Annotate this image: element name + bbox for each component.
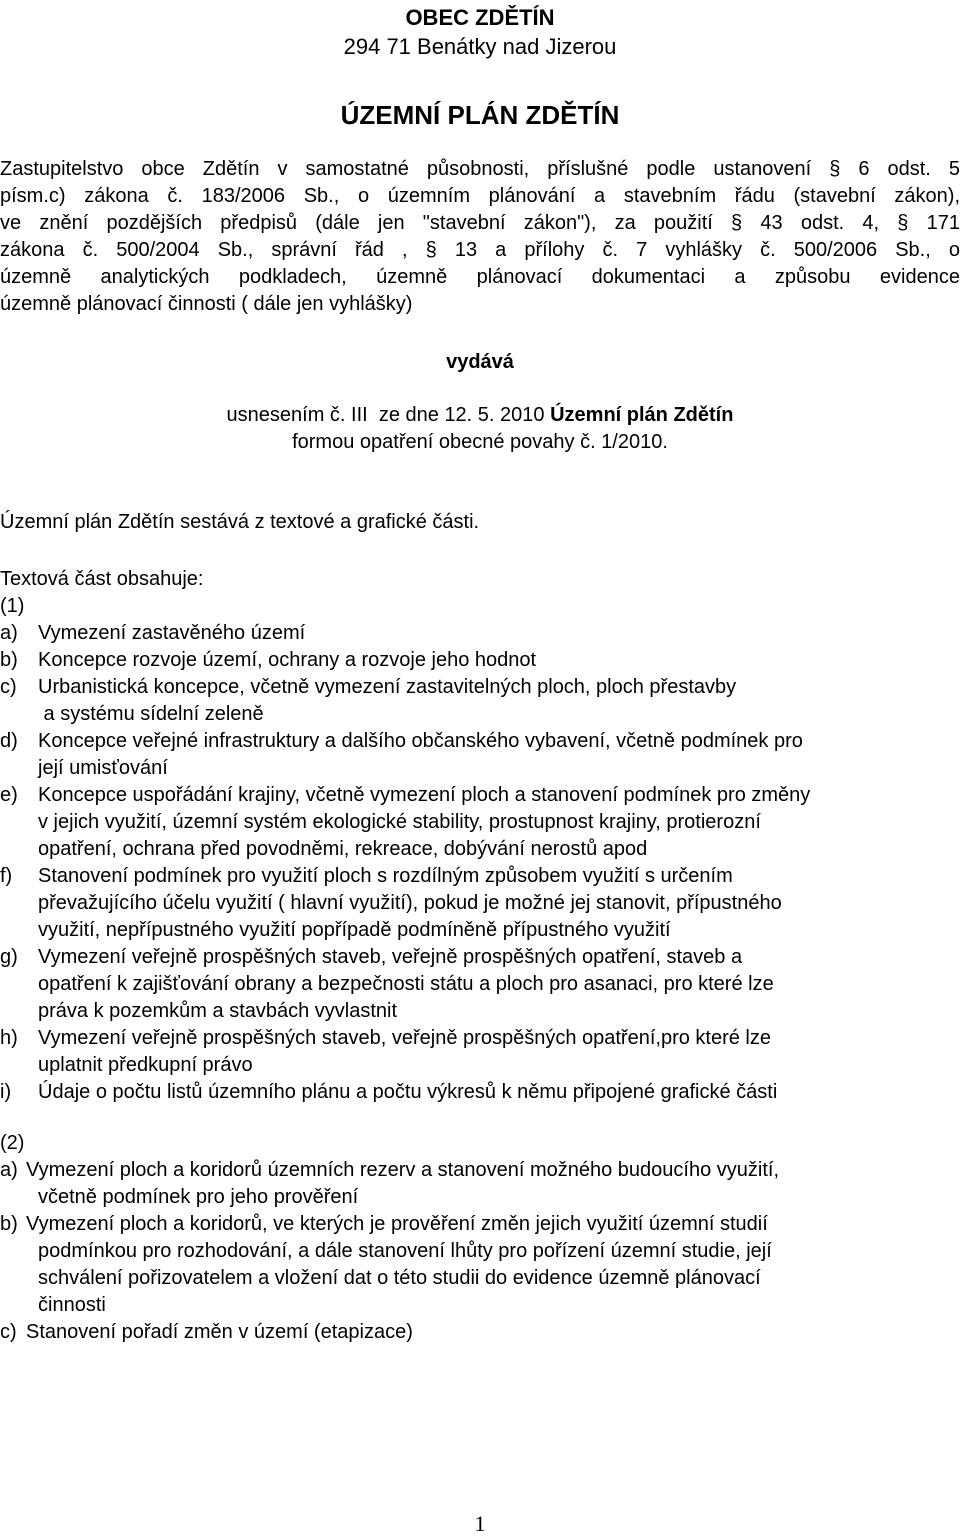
resolution-form: formou opatření obecné povahy č. 1/2010. <box>292 431 668 453</box>
list-item-text: podmínkou pro rozhodování, a dále stanovení lhůty pro pořízení územní studie, její <box>38 1240 772 1262</box>
list-item-text: převažujícího účelu využití ( hlavní využití), pokud je možné jej stanovit, přípustného <box>38 892 782 914</box>
preamble-line: Zastupitelstvo obce Zdětín v samostatné působnosti, příslušné podle ustanovení § 6 odst. 5 <box>0 158 960 180</box>
list-item-label: h) <box>0 1027 18 1049</box>
resolution-prefix: usnesením č. III ze dne 12. 5. 2010 <box>226 404 551 426</box>
list-item-text: práva k pozemkům a stavbách vyvlastnit <box>38 1000 398 1022</box>
list-item-label: i) <box>0 1081 12 1103</box>
preamble-line: písm.c) zákona č. 183/2006 Sb., o územním plánování a stavebním řádu (stavební zákon), <box>0 185 960 207</box>
list-item-text: Koncepce veřejné infrastruktury a dalšího občanského vybavení, včetně podmínek pro <box>38 730 803 752</box>
list-item-text: schválení pořizovatelem a vložení dat o této studii do evidence územně plánovací <box>38 1267 761 1289</box>
list-item-text: činnosti <box>38 1294 106 1316</box>
list-item-label: c) <box>0 676 17 698</box>
list-item-label: b) <box>0 1213 18 1235</box>
preamble-line: územně analytických podkladech, územně plánovací dokumentaci a způsobu evidence <box>0 266 960 288</box>
list-item-text: Vymezení ploch a koridorů územních rezerv a stanovení možného budoucího využití, <box>26 1159 779 1181</box>
list-item-text: včetně podmínek pro jeho prověření <box>38 1186 359 1208</box>
municipality-address: 294 71 Benátky nad Jizerou <box>343 34 617 59</box>
list-item-text: Vymezení ploch a koridorů, ve kterých je prověření změn jejich využití územní studií <box>26 1213 768 1235</box>
list-item-label: e) <box>0 784 18 806</box>
list-item-text: a systému sídelní zeleně <box>38 703 264 725</box>
list-item-text: Koncepce uspořádání krajiny, včetně vymezení ploch a stanovení podmínek pro změny <box>38 784 811 806</box>
list-item-text: její umisťování <box>38 757 168 779</box>
list-item-label: d) <box>0 730 18 752</box>
list-item-text: Stanovení podmínek pro využití ploch s rozdílným způsobem využití s určením <box>38 865 733 887</box>
document-title: ÚZEMNÍ PLÁN ZDĚTÍN <box>340 100 620 130</box>
resolution-line <box>0 402 960 429</box>
list-item-text: Stanovení pořadí změn v území (etapizace) <box>26 1321 413 1343</box>
page-number: 1 <box>474 1511 486 1536</box>
list-item-text: Urbanistická koncepce, včetně vymezení zastavitelných ploch, ploch přestavby <box>38 676 737 698</box>
list-item-text: Koncepce rozvoje území, ochrany a rozvoje jeho hodnot <box>38 649 537 671</box>
preamble-line: zákona č. 500/2004 Sb., správní řád , § 13 a přílohy č. 7 vyhlášky č. 500/2006 Sb., o <box>0 239 960 261</box>
preamble-line: ve znění pozdějších předpisů (dále jen "stavební zákon"), za použití § 43 odst. 4, § 171 <box>0 212 960 234</box>
list-item-text: Vymezení veřejně prospěšných staveb, veřejně prospěšných opatření,pro které lze <box>38 1027 771 1049</box>
part2-label: (2) <box>0 1132 25 1154</box>
list-item-text: využití, nepřípustného využití popřípadě podmíněně přípustného využití <box>38 919 671 941</box>
list-item-text: opatření k zajišťování obrany a bezpečnosti státu a ploch pro asanaci, pro které lze <box>38 973 774 995</box>
plan-name: Územní plán Zdětín <box>550 404 734 426</box>
list-item-text: Vymezení veřejně prospěšných staveb, veřejně prospěšných opatření, staveb a <box>38 946 743 968</box>
composition-statement: Územní plán Zdětín sestává z textové a grafické části. <box>0 511 480 533</box>
list-item-text: opatření, ochrana před povodněmi, rekreace, dobývání nerostů apod <box>38 838 648 860</box>
preamble-line: územně plánovací činnosti ( dále jen vyhlášky) <box>0 293 413 315</box>
list-item-label: c) <box>0 1321 17 1343</box>
list-item-label: a) <box>0 1159 18 1181</box>
list-item-text: Údaje o počtu listů územního plánu a počtu výkresů k němu připojené grafické části <box>38 1081 778 1103</box>
list-item-label: g) <box>0 946 18 968</box>
municipality-name: OBEC ZDĚTÍN <box>405 5 555 30</box>
issues-verb: vydává <box>446 351 514 373</box>
list-item-text: Vymezení zastavěného území <box>38 622 306 644</box>
part1-label: (1) <box>0 595 25 617</box>
list-item-label: a) <box>0 622 18 644</box>
list-item-label: b) <box>0 649 18 671</box>
list-item-label: f) <box>0 865 13 887</box>
list-item-text: uplatnit předkupní právo <box>38 1054 253 1076</box>
list-item-text: v jejich využití, územní systém ekologické stability, prostupnost krajiny, protierozní <box>38 811 761 833</box>
text-part-heading: Textová část obsahuje: <box>0 568 204 590</box>
